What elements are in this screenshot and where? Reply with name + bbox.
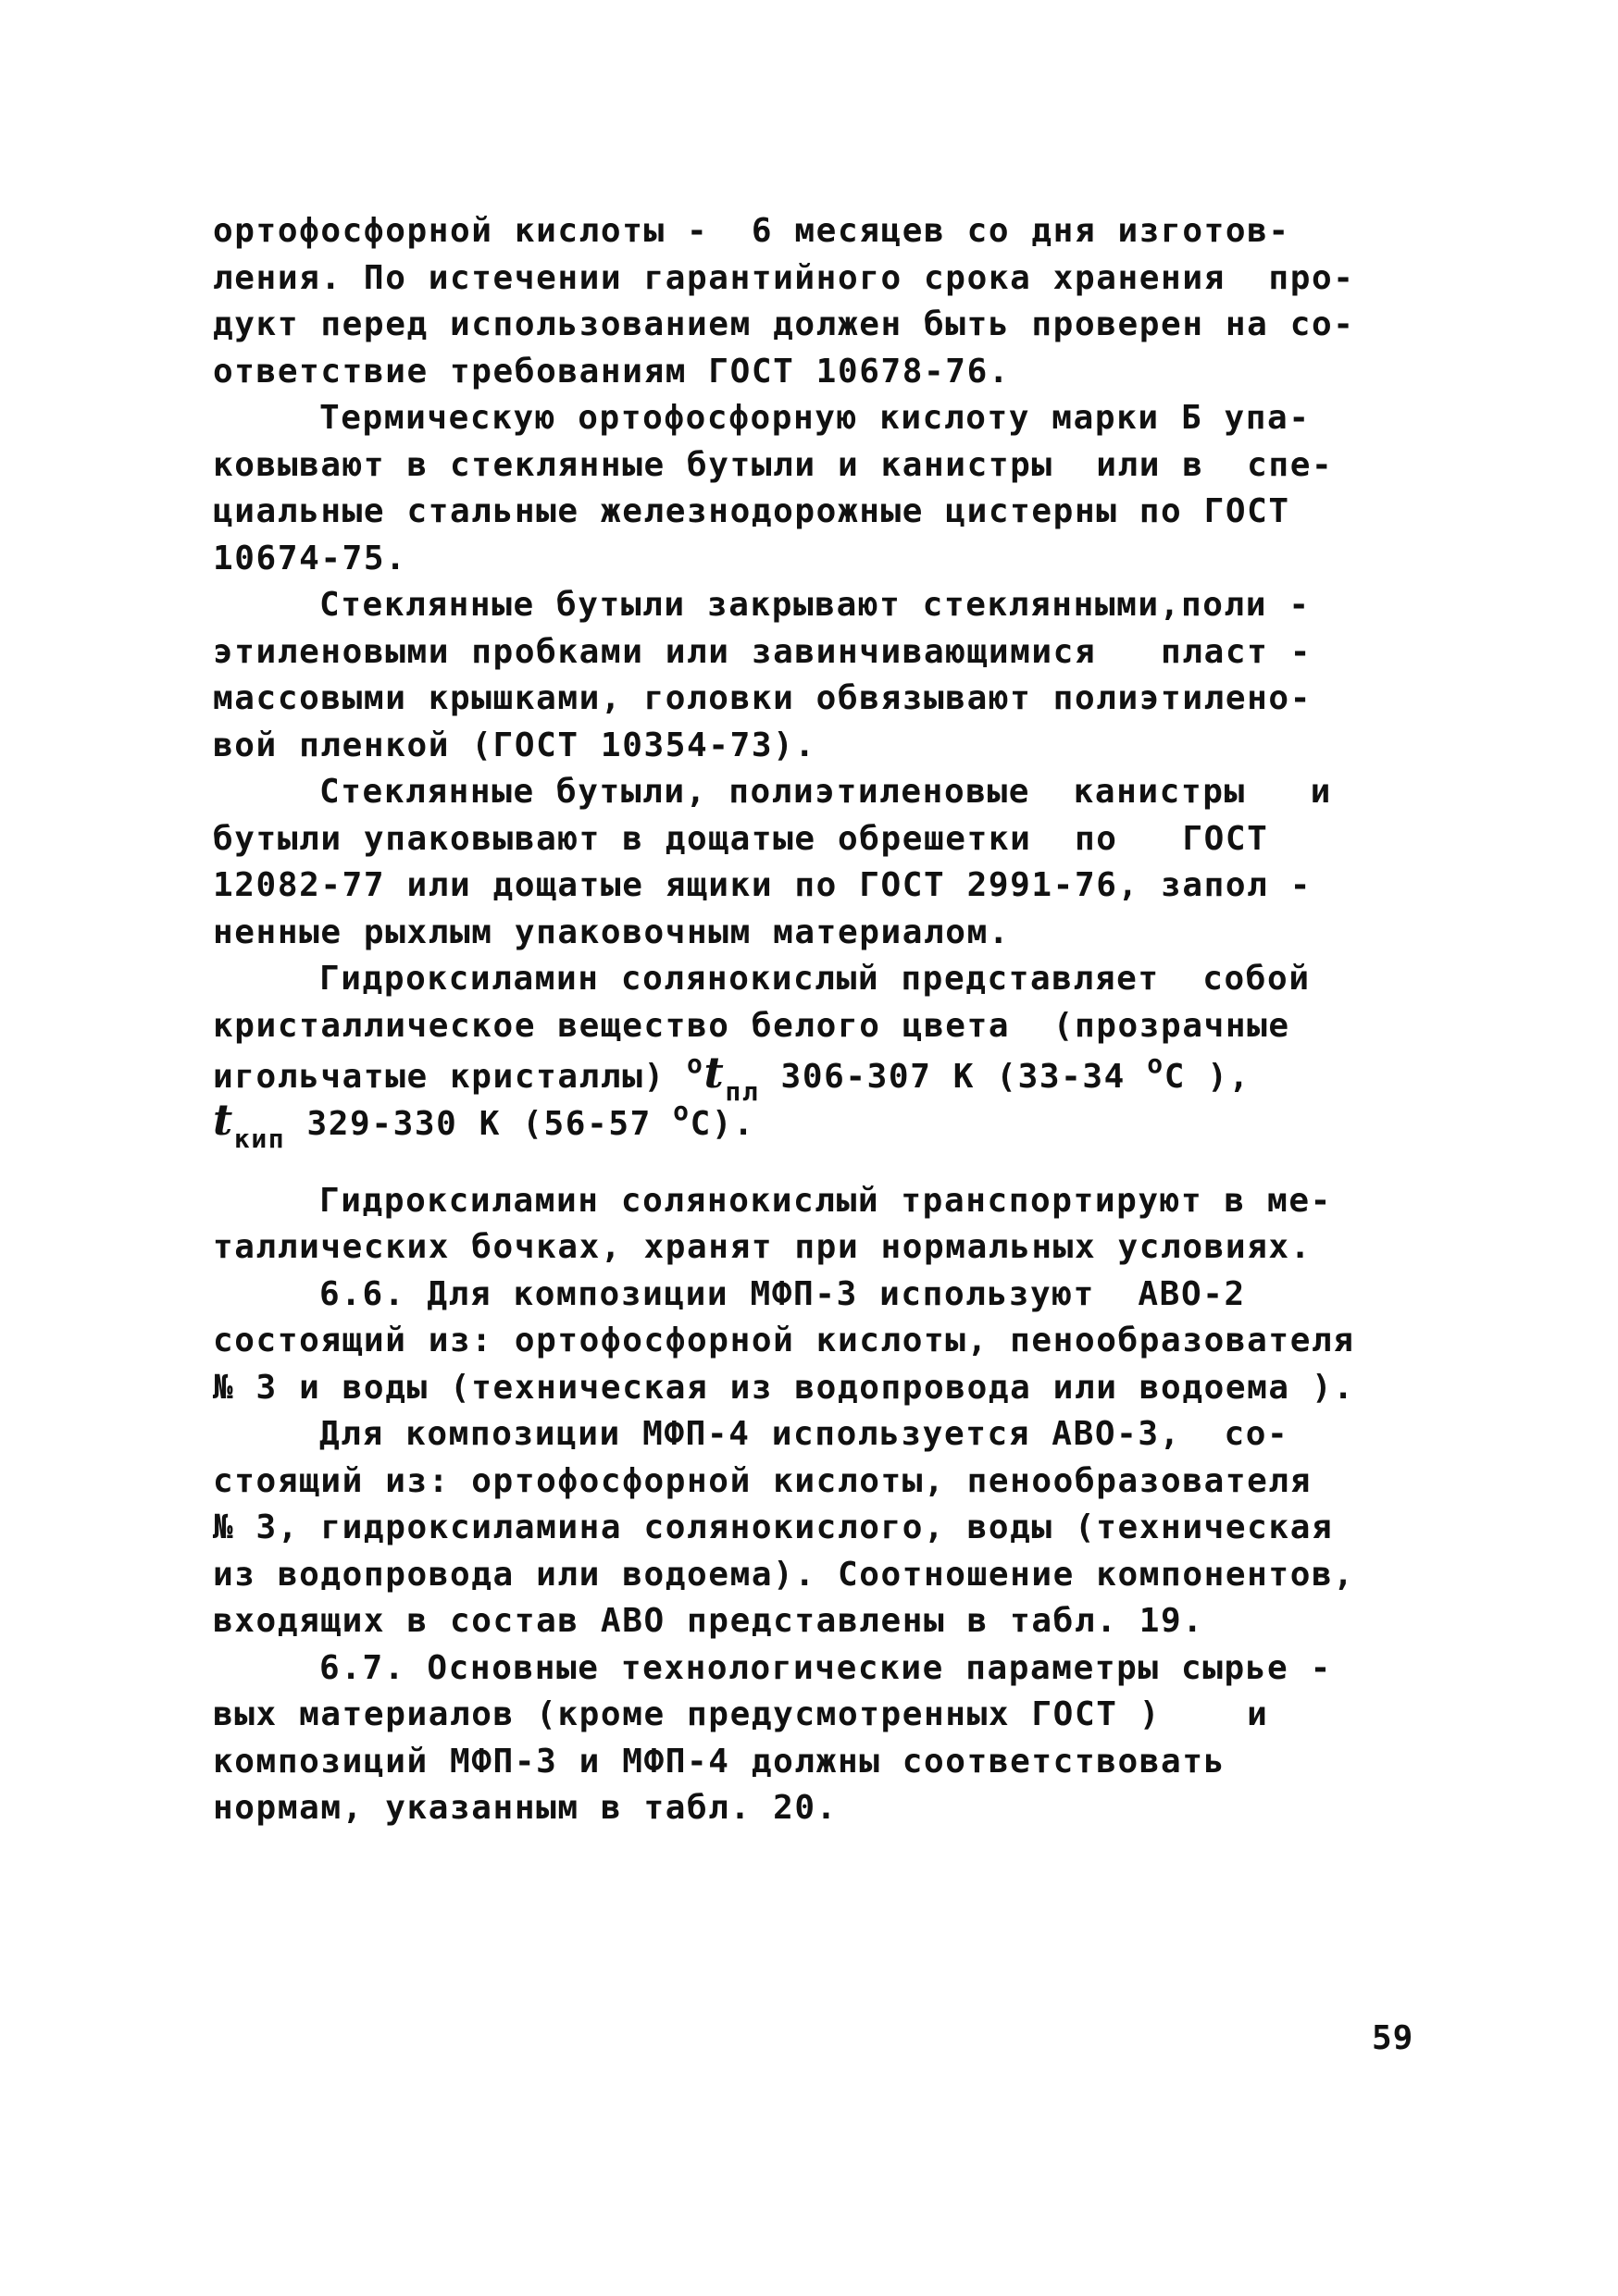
text-line: стоящий из: ортофосфорной кислоты, пенообразователя [213, 1461, 1312, 1500]
text-line: из водопровода или водоема). Соотношение компонентов, [213, 1555, 1355, 1594]
text-line: состоящий из: ортофосфорной кислоты, пенообразователя [213, 1322, 1355, 1359]
text-line: кристаллическое вещество белого цвета (прозрачные [213, 1006, 1290, 1045]
paragraph-gap [213, 1161, 1435, 1178]
text-line: циальные стальные железнодорожные цистерны по ГОСТ [213, 492, 1290, 530]
text-line: массовыми крышками, головки обвязывают полиэтилено- [213, 679, 1312, 717]
text-line: входящих в состав АВО представлены в табл. 19. [213, 1602, 1204, 1640]
text-line: 10674-75. [213, 539, 407, 577]
formula-text: С ), [1164, 1058, 1251, 1096]
text-line: вых материалов (кроме предусмотренных ГОСТ ) и [213, 1695, 1269, 1733]
degree-mark: o [673, 1095, 691, 1126]
degree-mark: o [1147, 1049, 1164, 1079]
text-line: нормам, указанным в табл. 20. [213, 1789, 838, 1827]
text-line: Гидроксиламин солянокислый транспортируют в ме- [319, 1181, 1332, 1220]
text-line: бутыли упаковывают в дощатые обрешетки по ГОСТ [213, 819, 1269, 858]
text-line: Для композиции МФП-4 используется АВО-3, со- [319, 1415, 1289, 1453]
melting-subscript: пл [725, 1076, 760, 1107]
temperature-symbol: t [213, 1094, 234, 1145]
temperature-symbol: t [703, 1048, 726, 1098]
text-line: таллических бочках, хранят при нормальных условиях. [213, 1228, 1312, 1266]
text-line: ортофосфорной кислоты - 6 месяцев со дня изготов- [213, 212, 1290, 250]
melting-point-line [213, 1048, 1435, 1107]
text-line: дукт перед использованием должен быть проверен на со- [213, 305, 1355, 343]
text-line: № 3 и воды (техническая из водопровода или водоема ). [213, 1368, 1355, 1407]
formula-text: игольчатые кристаллы) [213, 1058, 688, 1096]
boiling-point-line [213, 1094, 1435, 1161]
text-line: Термическую ортофосфорную кислоту марки Б упа- [319, 399, 1311, 437]
degree-mark: o [687, 1049, 704, 1079]
text-line: этиленовыми пробками или завинчивающимися пласт - [213, 632, 1312, 671]
boiling-subscript: кип [233, 1123, 286, 1154]
text-line: вой пленкой (ГОСТ 10354-73). [213, 726, 816, 764]
text-line: 6.7. Основные технологические параметры сырье - [319, 1648, 1332, 1687]
formula-text: 306-307 К (33-34 [759, 1058, 1148, 1096]
text-line: ненные рыхлым упаковочным материалом. [213, 912, 1011, 951]
text-line: 6.6. Для композиции МФП-3 используют АВО-2 [319, 1274, 1246, 1313]
page-number: 59 [1372, 2019, 1414, 2057]
text-line: Гидроксиламин солянокислый представляет собой [319, 960, 1311, 998]
text-line: 12082-77 или дощатые ящики по ГОСТ 2991-76, запол - [213, 866, 1312, 904]
text-line: Стеклянные бутыли, полиэтиленовые канистры и [319, 773, 1332, 811]
formula-text: С). [690, 1104, 755, 1143]
text-line: ковывают в стеклянные бутыли и канистры или в спе- [213, 445, 1334, 484]
text-line: № 3, гидроксиламина солянокислого, воды (техническая [213, 1508, 1334, 1546]
text-line: ответствие требованиям ГОСТ 10678-76. [213, 352, 1011, 391]
text-line: композиций МФП-3 и МФП-4 должны соответствовать [213, 1742, 1226, 1781]
text-line: Стеклянные бутыли закрывают стеклянными,поли - [319, 586, 1311, 624]
text-line: ления. По истечении гарантийного срока хранения про- [213, 258, 1355, 297]
body-text [213, 208, 1435, 1832]
formula-text: 329-330 К (56-57 [285, 1104, 674, 1143]
